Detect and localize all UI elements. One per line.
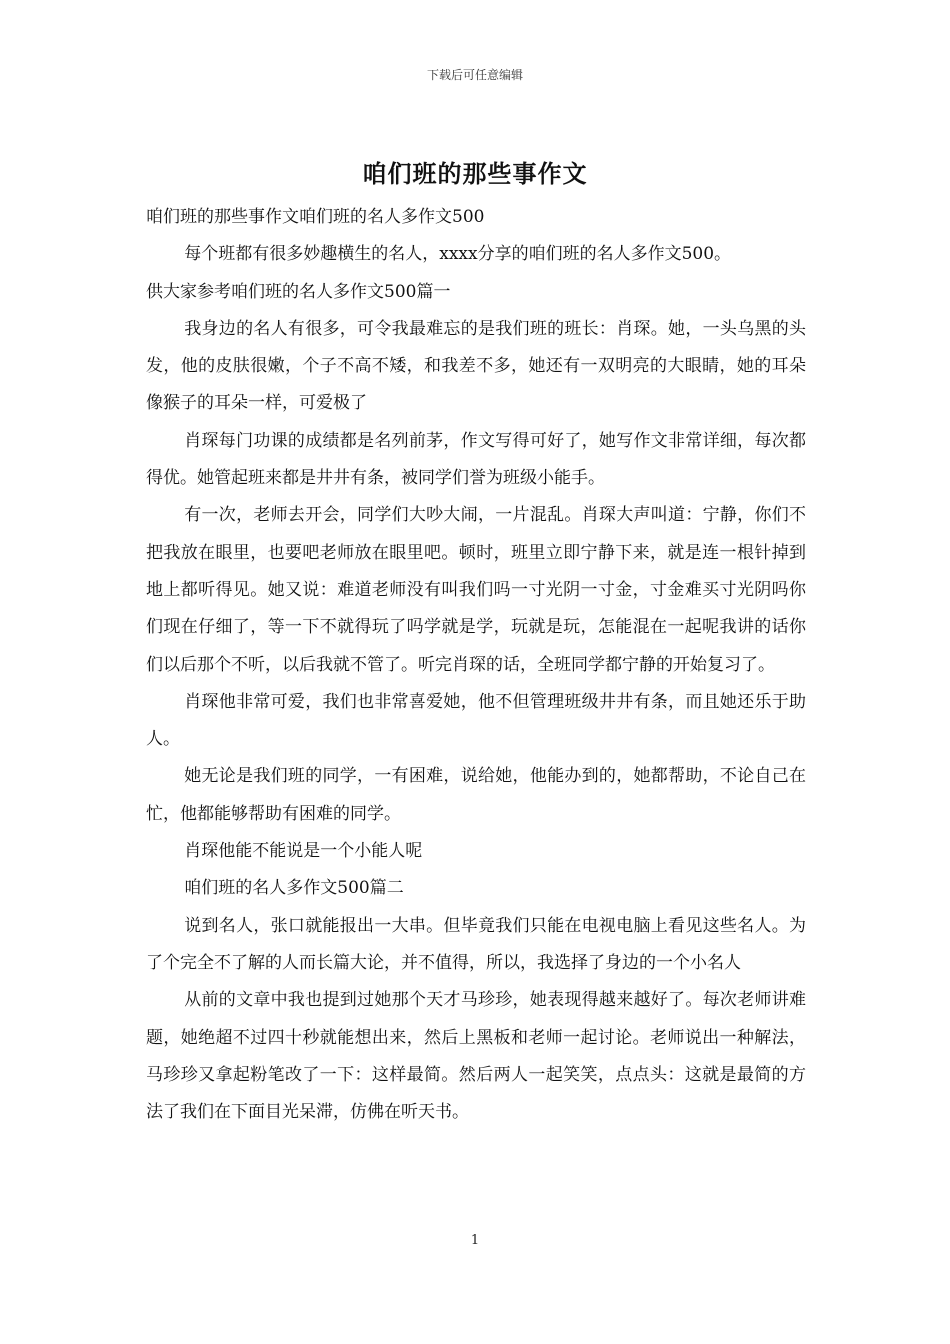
paragraph: 肖琛他能不能说是一个小能人呢 — [184, 841, 423, 862]
paragraph: 说到名人，张口就能报出一大串。但毕竟我们只能在电视电脑上看见这些名人。为了个完全不了解的人而长篇大论，并不值得，所以，我选择了身边的一个小名人 — [146, 915, 806, 973]
paragraph: 肖琛每门功课的成绩都是名列前茅，作文写得可好了，她写作文非常详细，每次都得优。她管起班来都是井井有条，被同学们誉为班级小能手。 — [146, 430, 806, 489]
section-heading: 咱们班的名人多作文500篇二 — [184, 878, 404, 899]
page-header: 下载后可任意编辑 — [426, 68, 523, 82]
paragraph: 从前的文章中我也提到过她那个天才马珍珍，她表现得越来越好了。每次老师讲难题，她绝超不过四十秒就能想出来，然后上黑板和老师一起讨论。老师说出一种解法，马珍珍又拿起粉笔改了一下：这样最简。然后两人一起笑笑，点点头：这就是最简的方法了我们在下面目光呆滞，仿佛在听天书。 — [146, 990, 806, 1123]
paragraph: 肖琛他非常可爱，我们也非常喜爱她，他不但管理班级井井有条，而且她还乐于助人。 — [146, 691, 806, 750]
paragraph: 她无论是我们班的同学，一有困难，说给她，他能办到的，她都帮助，不论自己在忙，他都能够帮助有困难的同学。 — [146, 766, 806, 824]
paragraph: 咱们班的那些事作文咱们班的名人多作文500 — [146, 207, 485, 227]
page-number: 1 — [470, 1233, 480, 1248]
paragraph: 有一次，老师去开会，同学们大吵大闹，一片混乱。肖琛大声叫道：宁静，你们不把我放在眼里，也要吧老师放在眼里吧。顿时，班里立即宁静下来，就是连一根针掉到地上都听得见。她又说：难道老师没有叫我们吗一寸光阴一寸金，寸金难买寸光阴吗你们现在仔细了，等一下不就得玩了吗学就是学，玩就是玩，怎能混在一起呢我讲的话你们以后那个不听，以后我就不管了。听完肖琛的话，全班同学都宁静的开始复习了。 — [146, 505, 806, 675]
paragraph: 我身边的名人有很多，可令我最难忘的是我们班的班长：肖琛。她，一头乌黑的头发，他的皮肤很嫩，个子不高不矮，和我差不多，她还有一双明亮的大眼睛，她的耳朵像猴子的耳朵一样，可爱极了 — [146, 318, 806, 414]
paragraph: 供大家参考咱们班的名人多作文500篇一 — [146, 281, 451, 302]
document-body — [146, 199, 806, 1131]
document-title: 咱们班的那些事作文 — [362, 159, 588, 188]
paragraph: 每个班都有很多妙趣横生的名人，xxxx分享的咱们班的名人多作文500。 — [184, 244, 732, 265]
